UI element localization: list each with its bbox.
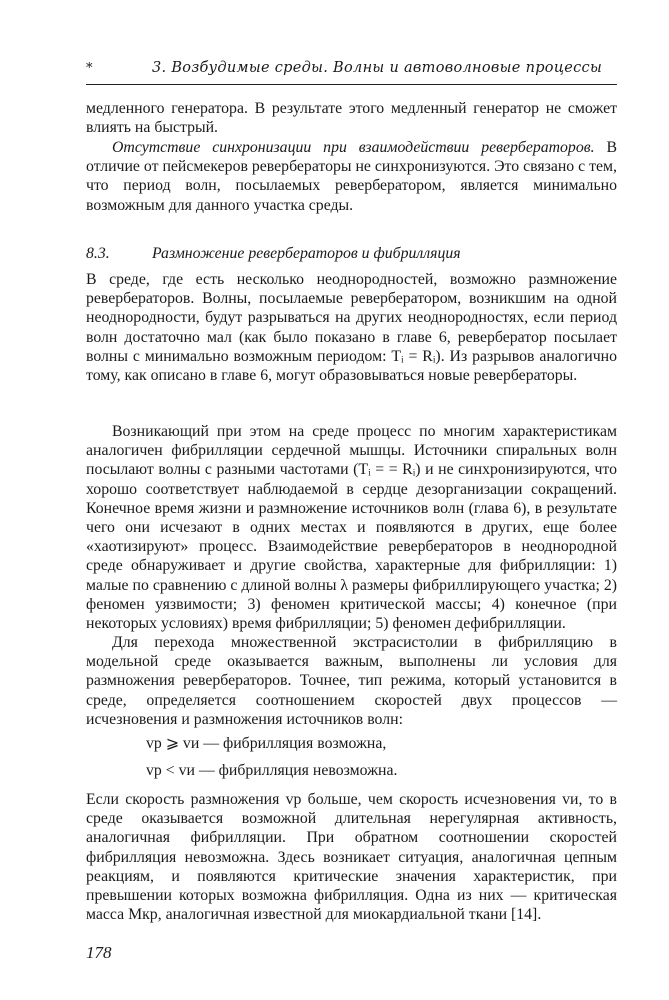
- paragraph-reverberator-multiplication: В среде, где есть несколько неоднородностей, возможно размножение ревербераторов. Волны, посылаемые ревербератором, возникшим на одной неоднородности, будут разрываться на других неоднородностях, если период волн достаточно мал (как было показано в главе 6, ревербератор посылает волны с минимально возможным периодом: Tᵢ = Rᵢ). Из разрывов аналогично тому, как описано в главе 6, могут образовываться новые ревербераторы.: [86, 271, 617, 385]
- running-head-mark: *: [86, 61, 93, 76]
- section-title: Размножение ревербераторов и фибрилляция: [152, 245, 461, 262]
- page-number: 178: [86, 943, 112, 962]
- running-head: [86, 59, 616, 81]
- paragraph-transition-conditions: Для перехода множественной экстрасистолии в фибрилляцию в модельной среде оказывается важным, выполнены ли условия для размножения ревербераторов. Точнее, тип режима, который установится в среде, определяется соотношением скоростей двух процессов — исчезновения и размножения источников волн:: [86, 634, 617, 728]
- paragraph-no-synchronization: [86, 138, 617, 215]
- header-rule: [86, 84, 617, 85]
- section-heading: [86, 245, 617, 263]
- section-number: 8.3.: [86, 245, 110, 262]
- paragraph-critical-mass: Если скорость размножения vр больше, чем скорость исчезновения vи, то в среде оказывается возможной длительная нерегулярная активность, аналогичная фибрилляции. При обратном соотношении скоростей фибрилляция невозможна. Здесь возникает ситуация, аналогичная цепным реакциям, и появляются критические значения характеристик, при превышении которых возможна фибрилляция. Одна из них — критическая масса Mкр, аналогичная известной для миокардиальной ткани [14].: [86, 791, 617, 924]
- paragraph-fibrillation-analogy: Возникающий при этом на среде процесс по многим характеристикам аналогичен фибрилляции сердечной мышцы. Источники спиральных волн посылают волны с разными частотами (Tᵢ = = Rᵢ) и не синхронизируются, что хорошо соответствует наблюдаемой в сердце дезорганизации сокращений. Конечное время жизни и размножение источников волн (глава 6), в результате чего они исчезают в одних местах и появляются в других, еще более «хаотизируют» процесс. Взаимодействие ревербераторов в неоднородной среде обнаруживает и другие свойства, характерные для фибрилляции: 1) малые по сравнению с длиной волны λ размеры фибриллирующего участка; 2) феномен уязвимости; 3) феномен критической массы; 4) конечное (при некоторых условиях) время фибрилляции; 5) феномен дефибрилляции.: [86, 423, 617, 633]
- paragraph-lead-italic: Отсутствие синхронизации при взаимодействии ревербераторов.: [112, 139, 595, 156]
- paragraph-continuation: медленного генератора. В результате этого медленный генератор не сможет влиять на быстрый.: [86, 100, 617, 137]
- paragraph-body: В отличие от пейсмекеров ревербераторы не синхронизуются. Это связано с тем, что период волн, посылаемых ревербератором, является минимально возможным для данного участка среды.: [86, 139, 617, 214]
- formula-fibrillation-possible: vр ⩾ vи — фибрилляция возможна,: [146, 735, 387, 752]
- formula-fibrillation-impossible: vр < vи — фибрилляция невозможна.: [146, 762, 398, 779]
- running-head-title: 3. Возбудимые среды. Волны и автоволновые процессы: [152, 60, 603, 76]
